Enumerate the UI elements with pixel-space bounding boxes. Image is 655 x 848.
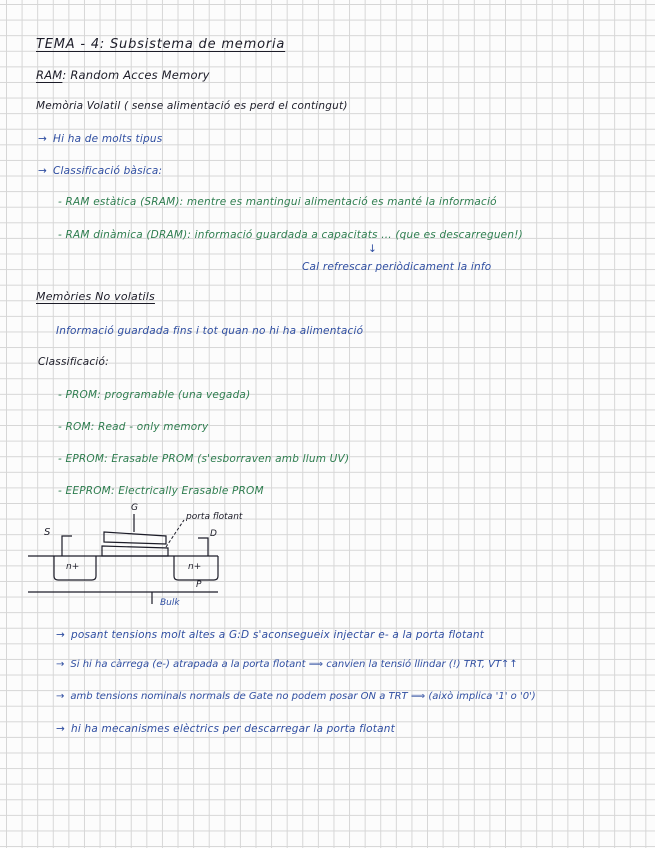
ram-type-text: - RAM dinàmica (DRAM): informació guardada a capacitats ... (que es descarreguen!) xyxy=(58,229,523,241)
n-plus-right-label: n+ xyxy=(188,562,202,572)
nv-type-prom: - PROM: programable (una vegada) xyxy=(58,389,251,401)
eeprom-point: → amb tensions nominals normals de Gate no podem posar ON a TRT ⟹ (això implica '1' o '0') xyxy=(56,691,536,702)
arrow-right-icon: → xyxy=(56,723,65,735)
ram-point: → Hi ha de molts tipus xyxy=(38,133,163,145)
drain-label: D xyxy=(210,529,217,539)
substrate-label: P xyxy=(196,580,202,590)
arrow-right-icon: → xyxy=(56,629,65,641)
eeprom-point: → Si hi ha càrrega (e-) atrapada a la porta flotant ⟹ canvien la tensió llindar (!) TRT, VT↑↑ xyxy=(56,659,518,670)
eeprom-point: → hi ha mecanismes elèctrics per descarregar la porta flotant xyxy=(56,723,395,735)
arrow-right-icon: → xyxy=(38,165,47,177)
arrow-right-icon: → xyxy=(56,659,65,670)
refresh-note: Cal refrescar periòdicament la info xyxy=(302,261,492,273)
volatile-definition: Memòria Volatil ( sense alimentació es perd el contingut) xyxy=(36,100,348,112)
floating-gate-label: porta flotant xyxy=(186,512,243,522)
ram-type-text: - RAM estàtica (SRAM): mentre es mantingui alimentació es manté la informació xyxy=(58,196,497,208)
source-label: S xyxy=(44,527,51,538)
page-title: TEMA - 4: Subsistema de memoria xyxy=(36,37,286,52)
arrow-down-icon: ↓ xyxy=(368,243,377,255)
ram-expansion: : Random Acces Memory xyxy=(62,68,210,82)
classification-label: Classificació: xyxy=(38,356,109,368)
nonvolatile-definition: Informació guardada fins i tot quan no hi ha alimentació xyxy=(56,325,364,337)
nv-type-rom: - ROM: Read - only memory xyxy=(58,421,209,433)
nv-type-eeprom: - EEPROM: Electrically Erasable PROM xyxy=(58,485,264,497)
gate-label: G xyxy=(131,503,138,513)
nv-type-eprom: - EPROM: Erasable PROM (s'esborraven amb llum UV) xyxy=(58,453,350,465)
n-plus-left-label: n+ xyxy=(66,562,80,572)
arrow-right-icon: → xyxy=(56,691,65,702)
eeprom-point: → posant tensions molt altes a G:D s'aconsegueix injectar e- a la porta flotant xyxy=(56,629,485,641)
ram-point: → Classificació bàsica: xyxy=(38,165,163,177)
bulk-label: Bulk xyxy=(160,598,180,608)
arrow-right-icon: → xyxy=(38,133,47,145)
ram-abbr: RAM xyxy=(36,68,63,82)
nonvolatile-heading: Memòries No volatils xyxy=(36,290,155,303)
